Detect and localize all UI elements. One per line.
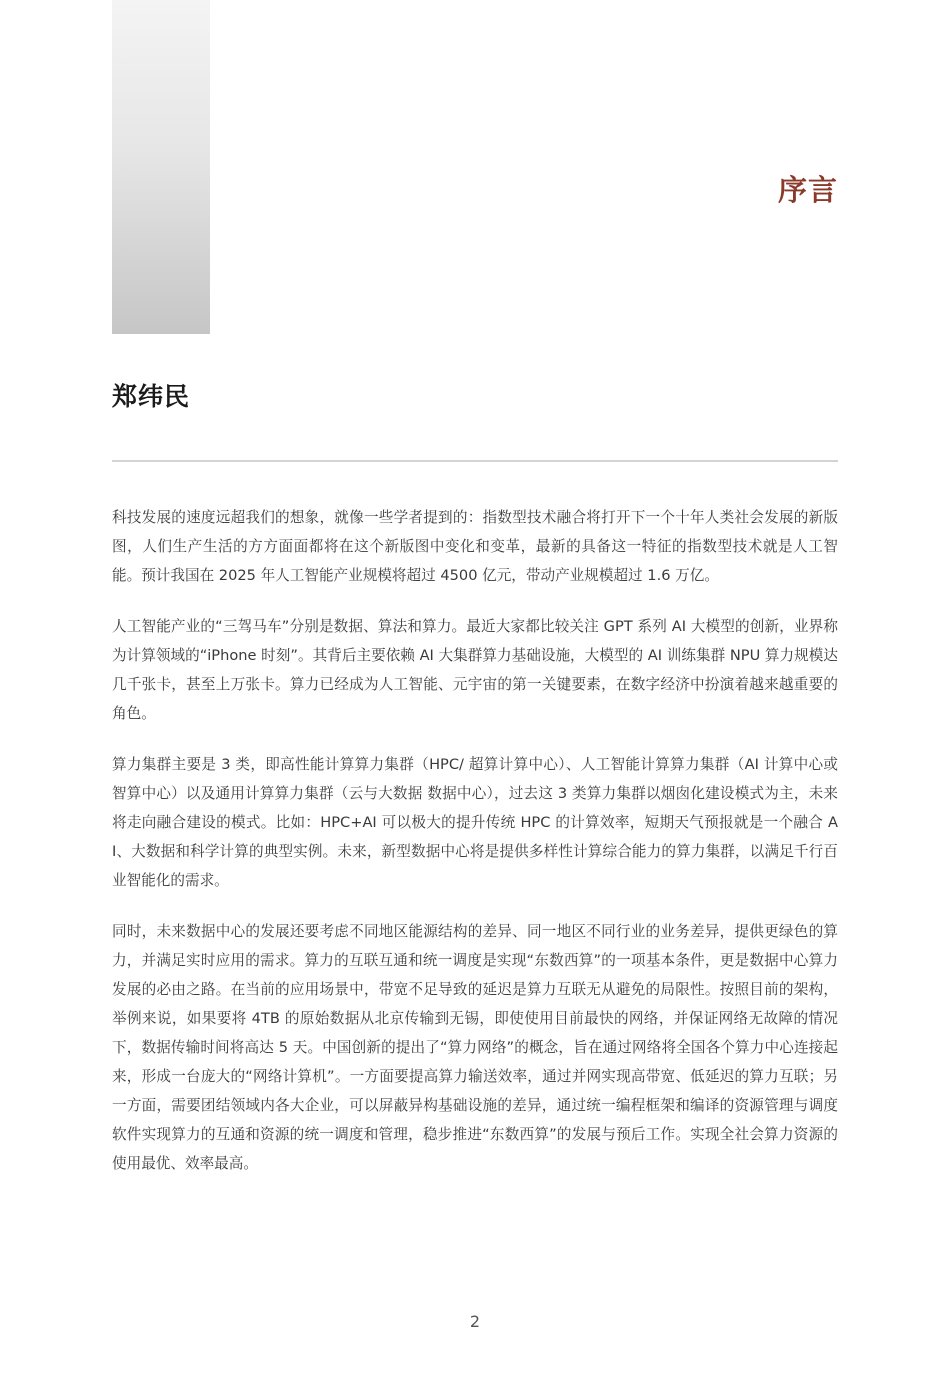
paragraph-1: 科技发展的速度远超我们的想象，就像一些学者提到的：指数型技术融合将打开下一个十年人类社会发展的新版图，人们生产生活的方方面面都将在这个新版图中变化和变革，最新的具备这一特征的指数型技术就是人工智能。预计我国在 2025 年人工智能产业规模将超过 4500 亿元，带动产业规模超过 1.6 万亿。 xyxy=(112,509,838,584)
paragraph-4: 同时，未来数据中心的发展还要考虑不同地区能源结构的差异、同一地区不同行业的业务差异，提供更绿色的算力，并满足实时应用的需求。算力的互联互通和统一调度是实现“东数西算”的一项基本条件，更是数据中心算力发展的必由之路。在当前的应用场景中，带宽不足导致的延迟是算力互联无从避免的局限性。按照目前的架构，举例来说，如果要将 4TB 的原始数据从北京传输到无锡，即使使用目前最快的网络，并保证网络无故障的情况下，数据传输时间将高达 5 天。中国创新的提出了“算力网络”的概念，旨在通过网络将全国各个算力中心连接起来，形成一台庞大的“网络计算机”。一方面要提高算力输送效率，通过并网实现高带宽、低延迟的算力互联；另一方面，需要团结领域内各大企业，可以屏蔽异构基础设施的差异，通过统一编程框架和编译的资源管理与调度软件实现算力的互通和资源的统一调度和管理，稳步推进“东数西算”的发展与预后工作。实现全社会算力资源的使用最优、效率最高。 xyxy=(112,923,838,1172)
divider xyxy=(112,460,838,462)
author-name: 郑纬民 xyxy=(112,382,191,411)
body-text xyxy=(112,503,838,1200)
page-number: 2 xyxy=(469,1312,481,1331)
paragraph-3: 算力集群主要是 3 类，即高性能计算算力集群（HPC/ 超算计算中心）、人工智能计算算力集群（AI 计算中心或智算中心）以及通用计算算力集群（云与大数据 数据中心），过去这 3 类算力集群以烟囱化建设模式为主，未来将走向融合建设的模式。比如：HPC+AI 可以极大的提升传统 HPC 的计算效率，短期天气预报就是一个融合 AI、大数据和科学计算的典型实例。未来，新型数据中心将是提供多样性计算综合能力的算力集群，以满足千行百业智能化的需求。 xyxy=(112,756,838,889)
paragraph-2: 人工智能产业的“三驾马车”分别是数据、算法和算力。最近大家都比较关注 GPT 系列 AI 大模型的创新，业界称为计算领域的“iPhone 时刻”。其背后主要依赖 AI 大集群算力基础设施，大模型的 AI 训练集群 NPU 算力规模达几千张卡，甚至上万张卡。算力已经成为人工智能、元宇宙的第一关键要素，在数字经济中扮演着越来越重要的角色。 xyxy=(112,618,838,722)
decorative-gradient-bar xyxy=(112,0,210,334)
section-title: 序言 xyxy=(777,173,838,207)
